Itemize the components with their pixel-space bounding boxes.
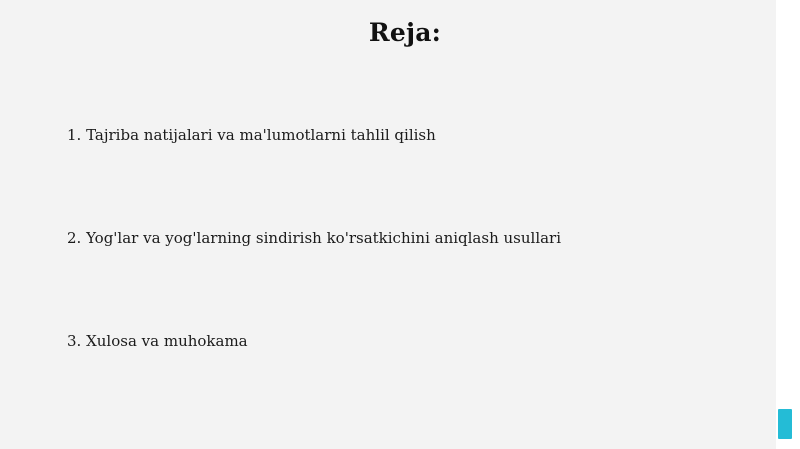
scrollbar-thumb[interactable]	[778, 409, 792, 439]
slide-title: Reja:	[368, 18, 442, 47]
plan-item-1: 1. Tajriba natijalari va ma'lumotlarni tahlil qilish	[67, 126, 436, 144]
plan-item-3: 3. Xulosa va muhokama	[67, 332, 248, 350]
plan-item-2: 2. Yog'lar va yog'larning sindirish ko'rsatkichini aniqlash usullari	[67, 229, 562, 247]
scrollbar-track[interactable]	[776, 0, 800, 449]
